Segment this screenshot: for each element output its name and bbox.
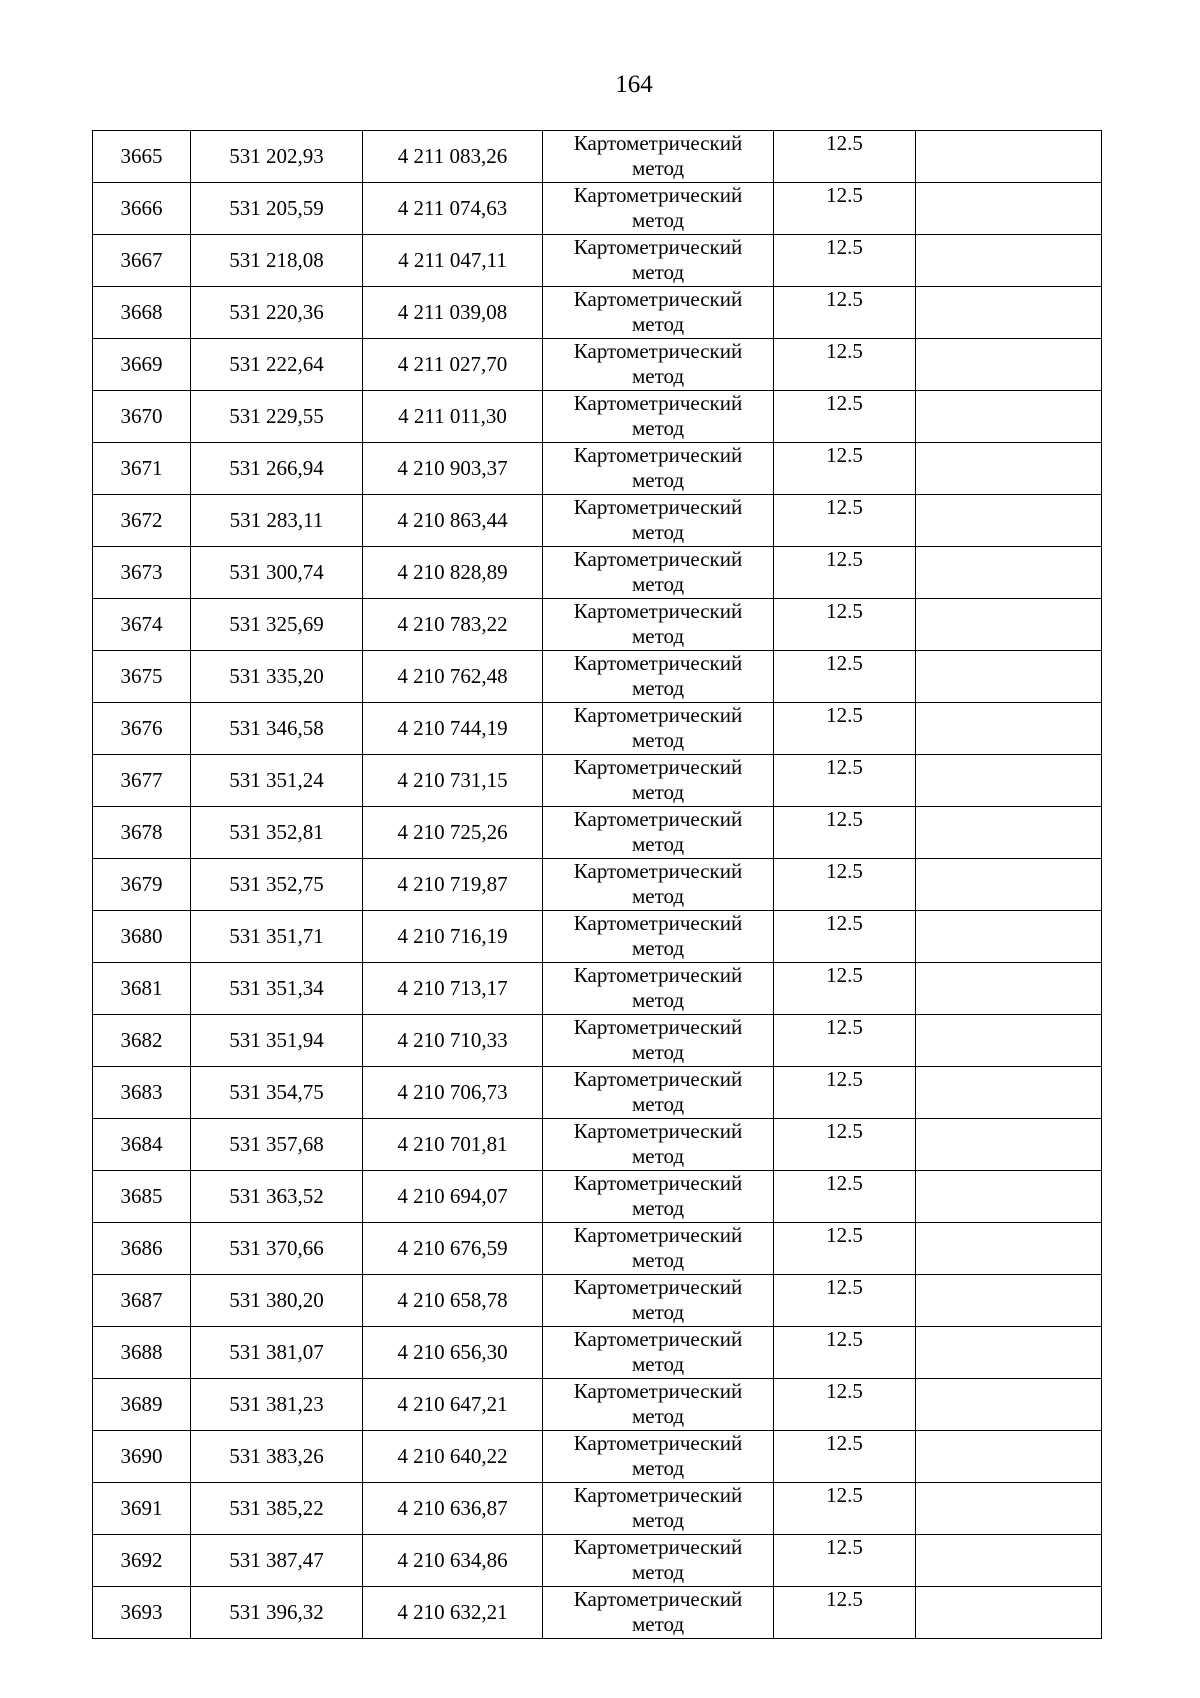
method-line-1: Картометрический bbox=[573, 1119, 743, 1143]
y-coordinate-cell: 4 210 762,48 bbox=[363, 651, 543, 703]
table-row bbox=[93, 599, 1102, 651]
method-line-1: Картометрический bbox=[573, 1535, 743, 1559]
accuracy-cell: 12.5 bbox=[774, 963, 916, 1015]
accuracy-cell: 12.5 bbox=[774, 911, 916, 963]
method-cell bbox=[543, 183, 774, 235]
method-cell bbox=[543, 1587, 774, 1639]
accuracy-cell: 12.5 bbox=[774, 495, 916, 547]
accuracy-cell: 12.5 bbox=[774, 1015, 916, 1067]
empty-cell bbox=[916, 911, 1102, 963]
x-coordinate-cell: 531 352,81 bbox=[191, 807, 363, 859]
point-number-cell: 3684 bbox=[93, 1119, 191, 1171]
method-line-1: Картометрический bbox=[573, 651, 743, 675]
table-row bbox=[93, 495, 1102, 547]
x-coordinate-cell: 531 283,11 bbox=[191, 495, 363, 547]
y-coordinate-cell: 4 210 658,78 bbox=[363, 1275, 543, 1327]
x-coordinate-cell: 531 351,71 bbox=[191, 911, 363, 963]
method-cell bbox=[543, 1275, 774, 1327]
x-coordinate-cell: 531 381,23 bbox=[191, 1379, 363, 1431]
method-line-1: Картометрический bbox=[573, 183, 743, 207]
empty-cell bbox=[916, 391, 1102, 443]
table-row bbox=[93, 1587, 1102, 1639]
method-cell bbox=[543, 1015, 774, 1067]
empty-cell bbox=[916, 131, 1102, 183]
method-line-1: Картометрический bbox=[573, 339, 743, 363]
x-coordinate-cell: 531 370,66 bbox=[191, 1223, 363, 1275]
point-number-cell: 3693 bbox=[93, 1587, 191, 1639]
point-number-cell: 3667 bbox=[93, 235, 191, 287]
method-line-1: Картометрический bbox=[573, 703, 743, 727]
empty-cell bbox=[916, 1483, 1102, 1535]
method-line-1: Картометрический bbox=[573, 963, 743, 987]
point-number-cell: 3673 bbox=[93, 547, 191, 599]
method-line-1: Картометрический bbox=[573, 807, 743, 831]
accuracy-cell: 12.5 bbox=[774, 1587, 916, 1639]
y-coordinate-cell: 4 210 719,87 bbox=[363, 859, 543, 911]
method-cell bbox=[543, 1379, 774, 1431]
x-coordinate-cell: 531 385,22 bbox=[191, 1483, 363, 1535]
method-cell bbox=[543, 495, 774, 547]
accuracy-cell: 12.5 bbox=[774, 287, 916, 339]
accuracy-cell: 12.5 bbox=[774, 1379, 916, 1431]
table-row bbox=[93, 1431, 1102, 1483]
point-number-cell: 3668 bbox=[93, 287, 191, 339]
point-number-cell: 3679 bbox=[93, 859, 191, 911]
y-coordinate-cell: 4 210 701,81 bbox=[363, 1119, 543, 1171]
method-line-1: Картометрический bbox=[573, 1171, 743, 1195]
y-coordinate-cell: 4 211 039,08 bbox=[363, 287, 543, 339]
accuracy-cell: 12.5 bbox=[774, 755, 916, 807]
point-number-cell: 3686 bbox=[93, 1223, 191, 1275]
x-coordinate-cell: 531 380,20 bbox=[191, 1275, 363, 1327]
empty-cell bbox=[916, 547, 1102, 599]
method-line-2: метод bbox=[631, 832, 685, 856]
accuracy-cell: 12.5 bbox=[774, 1275, 916, 1327]
method-line-1: Картометрический bbox=[573, 1275, 743, 1299]
method-line-1: Картометрический bbox=[573, 391, 743, 415]
point-number-cell: 3677 bbox=[93, 755, 191, 807]
x-coordinate-cell: 531 300,74 bbox=[191, 547, 363, 599]
method-line-2: метод bbox=[631, 1248, 685, 1272]
table-row bbox=[93, 651, 1102, 703]
method-line-2: метод bbox=[631, 988, 685, 1012]
x-coordinate-cell: 531 205,59 bbox=[191, 183, 363, 235]
y-coordinate-cell: 4 210 828,89 bbox=[363, 547, 543, 599]
x-coordinate-cell: 531 383,26 bbox=[191, 1431, 363, 1483]
y-coordinate-cell: 4 211 047,11 bbox=[363, 235, 543, 287]
point-number-cell: 3672 bbox=[93, 495, 191, 547]
method-line-2: метод bbox=[631, 624, 685, 648]
empty-cell bbox=[916, 703, 1102, 755]
empty-cell bbox=[916, 495, 1102, 547]
accuracy-cell: 12.5 bbox=[774, 651, 916, 703]
method-line-1: Картометрический bbox=[573, 547, 743, 571]
method-line-2: метод bbox=[631, 156, 685, 180]
x-coordinate-cell: 531 387,47 bbox=[191, 1535, 363, 1587]
empty-cell bbox=[916, 651, 1102, 703]
method-line-2: метод bbox=[631, 676, 685, 700]
method-line-2: метод bbox=[631, 1612, 685, 1636]
point-number-cell: 3681 bbox=[93, 963, 191, 1015]
method-line-1: Картометрический bbox=[573, 755, 743, 779]
method-cell bbox=[543, 1119, 774, 1171]
x-coordinate-cell: 531 396,32 bbox=[191, 1587, 363, 1639]
empty-cell bbox=[916, 235, 1102, 287]
point-number-cell: 3665 bbox=[93, 131, 191, 183]
point-number-cell: 3688 bbox=[93, 1327, 191, 1379]
empty-cell bbox=[916, 1379, 1102, 1431]
table-row bbox=[93, 287, 1102, 339]
empty-cell bbox=[916, 183, 1102, 235]
method-line-1: Картометрический bbox=[573, 1587, 743, 1611]
point-number-cell: 3671 bbox=[93, 443, 191, 495]
y-coordinate-cell: 4 210 634,86 bbox=[363, 1535, 543, 1587]
table-row bbox=[93, 339, 1102, 391]
method-line-2: метод bbox=[631, 312, 685, 336]
accuracy-cell: 12.5 bbox=[774, 859, 916, 911]
x-coordinate-cell: 531 351,94 bbox=[191, 1015, 363, 1067]
table-row bbox=[93, 963, 1102, 1015]
point-number-cell: 3689 bbox=[93, 1379, 191, 1431]
empty-cell bbox=[916, 1275, 1102, 1327]
x-coordinate-cell: 531 351,34 bbox=[191, 963, 363, 1015]
method-line-2: метод bbox=[631, 1300, 685, 1324]
accuracy-cell: 12.5 bbox=[774, 339, 916, 391]
y-coordinate-cell: 4 210 694,07 bbox=[363, 1171, 543, 1223]
method-line-2: метод bbox=[631, 1560, 685, 1584]
method-line-1: Картометрический bbox=[573, 1327, 743, 1351]
coordinates-table bbox=[92, 130, 1102, 1639]
accuracy-cell: 12.5 bbox=[774, 235, 916, 287]
method-line-2: метод bbox=[631, 728, 685, 752]
point-number-cell: 3690 bbox=[93, 1431, 191, 1483]
method-line-2: метод bbox=[631, 884, 685, 908]
empty-cell bbox=[916, 963, 1102, 1015]
x-coordinate-cell: 531 220,36 bbox=[191, 287, 363, 339]
empty-cell bbox=[916, 1587, 1102, 1639]
y-coordinate-cell: 4 210 710,33 bbox=[363, 1015, 543, 1067]
method-line-2: метод bbox=[631, 260, 685, 284]
accuracy-cell: 12.5 bbox=[774, 1223, 916, 1275]
empty-cell bbox=[916, 1067, 1102, 1119]
accuracy-cell: 12.5 bbox=[774, 1483, 916, 1535]
empty-cell bbox=[916, 1171, 1102, 1223]
empty-cell bbox=[916, 339, 1102, 391]
y-coordinate-cell: 4 210 731,15 bbox=[363, 755, 543, 807]
table-row bbox=[93, 1327, 1102, 1379]
accuracy-cell: 12.5 bbox=[774, 1067, 916, 1119]
method-line-2: метод bbox=[631, 572, 685, 596]
method-cell bbox=[543, 287, 774, 339]
empty-cell bbox=[916, 1119, 1102, 1171]
method-cell bbox=[543, 1327, 774, 1379]
method-line-1: Картометрический bbox=[573, 443, 743, 467]
point-number-cell: 3682 bbox=[93, 1015, 191, 1067]
empty-cell bbox=[916, 859, 1102, 911]
y-coordinate-cell: 4 211 027,70 bbox=[363, 339, 543, 391]
x-coordinate-cell: 531 352,75 bbox=[191, 859, 363, 911]
y-coordinate-cell: 4 210 863,44 bbox=[363, 495, 543, 547]
method-line-1: Картометрический bbox=[573, 131, 743, 155]
table-row bbox=[93, 1015, 1102, 1067]
y-coordinate-cell: 4 211 074,63 bbox=[363, 183, 543, 235]
point-number-cell: 3675 bbox=[93, 651, 191, 703]
table-row bbox=[93, 1535, 1102, 1587]
method-line-2: метод bbox=[631, 468, 685, 492]
method-line-2: метод bbox=[631, 1352, 685, 1376]
method-line-2: метод bbox=[631, 1508, 685, 1532]
table-row bbox=[93, 859, 1102, 911]
accuracy-cell: 12.5 bbox=[774, 1327, 916, 1379]
method-cell bbox=[543, 859, 774, 911]
x-coordinate-cell: 531 202,93 bbox=[191, 131, 363, 183]
y-coordinate-cell: 4 210 676,59 bbox=[363, 1223, 543, 1275]
x-coordinate-cell: 531 346,58 bbox=[191, 703, 363, 755]
empty-cell bbox=[916, 807, 1102, 859]
method-cell bbox=[543, 599, 774, 651]
y-coordinate-cell: 4 210 903,37 bbox=[363, 443, 543, 495]
method-line-1: Картометрический bbox=[573, 495, 743, 519]
empty-cell bbox=[916, 1327, 1102, 1379]
y-coordinate-cell: 4 210 640,22 bbox=[363, 1431, 543, 1483]
method-cell bbox=[543, 1535, 774, 1587]
accuracy-cell: 12.5 bbox=[774, 1535, 916, 1587]
x-coordinate-cell: 531 266,94 bbox=[191, 443, 363, 495]
empty-cell bbox=[916, 287, 1102, 339]
method-line-1: Картометрический bbox=[573, 1431, 743, 1455]
method-line-2: метод bbox=[631, 208, 685, 232]
y-coordinate-cell: 4 210 725,26 bbox=[363, 807, 543, 859]
method-cell bbox=[543, 1483, 774, 1535]
y-coordinate-cell: 4 210 656,30 bbox=[363, 1327, 543, 1379]
method-cell bbox=[543, 235, 774, 287]
point-number-cell: 3687 bbox=[93, 1275, 191, 1327]
y-coordinate-cell: 4 210 744,19 bbox=[363, 703, 543, 755]
method-cell bbox=[543, 547, 774, 599]
method-line-1: Картометрический bbox=[573, 859, 743, 883]
y-coordinate-cell: 4 210 716,19 bbox=[363, 911, 543, 963]
table-row bbox=[93, 443, 1102, 495]
method-line-2: метод bbox=[631, 1092, 685, 1116]
method-line-2: метод bbox=[631, 416, 685, 440]
point-number-cell: 3676 bbox=[93, 703, 191, 755]
method-cell bbox=[543, 651, 774, 703]
point-number-cell: 3666 bbox=[93, 183, 191, 235]
method-line-2: метод bbox=[631, 1404, 685, 1428]
method-cell bbox=[543, 1067, 774, 1119]
method-cell bbox=[543, 703, 774, 755]
method-cell bbox=[543, 339, 774, 391]
table-row bbox=[93, 1379, 1102, 1431]
accuracy-cell: 12.5 bbox=[774, 703, 916, 755]
empty-cell bbox=[916, 1535, 1102, 1587]
coordinates-table-body bbox=[93, 131, 1102, 1639]
point-number-cell: 3692 bbox=[93, 1535, 191, 1587]
accuracy-cell: 12.5 bbox=[774, 1171, 916, 1223]
method-cell bbox=[543, 1223, 774, 1275]
method-line-1: Картометрический bbox=[573, 235, 743, 259]
x-coordinate-cell: 531 335,20 bbox=[191, 651, 363, 703]
y-coordinate-cell: 4 210 647,21 bbox=[363, 1379, 543, 1431]
method-cell bbox=[543, 131, 774, 183]
accuracy-cell: 12.5 bbox=[774, 599, 916, 651]
point-number-cell: 3683 bbox=[93, 1067, 191, 1119]
x-coordinate-cell: 531 229,55 bbox=[191, 391, 363, 443]
empty-cell bbox=[916, 443, 1102, 495]
table-row bbox=[93, 1171, 1102, 1223]
x-coordinate-cell: 531 354,75 bbox=[191, 1067, 363, 1119]
method-line-1: Картометрический bbox=[573, 1223, 743, 1247]
table-row bbox=[93, 1119, 1102, 1171]
point-number-cell: 3669 bbox=[93, 339, 191, 391]
table-row bbox=[93, 755, 1102, 807]
method-line-1: Картометрический bbox=[573, 287, 743, 311]
accuracy-cell: 12.5 bbox=[774, 1431, 916, 1483]
method-line-2: метод bbox=[631, 520, 685, 544]
point-number-cell: 3680 bbox=[93, 911, 191, 963]
x-coordinate-cell: 531 222,64 bbox=[191, 339, 363, 391]
method-cell bbox=[543, 911, 774, 963]
empty-cell bbox=[916, 599, 1102, 651]
table-row bbox=[93, 547, 1102, 599]
table-row bbox=[93, 1275, 1102, 1327]
accuracy-cell: 12.5 bbox=[774, 443, 916, 495]
accuracy-cell: 12.5 bbox=[774, 391, 916, 443]
table-row bbox=[93, 131, 1102, 183]
y-coordinate-cell: 4 210 636,87 bbox=[363, 1483, 543, 1535]
page-number: 164 bbox=[615, 71, 653, 98]
accuracy-cell: 12.5 bbox=[774, 1119, 916, 1171]
method-line-2: метод bbox=[631, 1196, 685, 1220]
y-coordinate-cell: 4 211 083,26 bbox=[363, 131, 543, 183]
table-row bbox=[93, 235, 1102, 287]
method-line-1: Картометрический bbox=[573, 1379, 743, 1403]
method-cell bbox=[543, 1171, 774, 1223]
method-cell bbox=[543, 1431, 774, 1483]
method-cell bbox=[543, 443, 774, 495]
x-coordinate-cell: 531 218,08 bbox=[191, 235, 363, 287]
method-line-2: метод bbox=[631, 364, 685, 388]
method-line-2: метод bbox=[631, 936, 685, 960]
point-number-cell: 3685 bbox=[93, 1171, 191, 1223]
accuracy-cell: 12.5 bbox=[774, 131, 916, 183]
method-line-1: Картометрический bbox=[573, 911, 743, 935]
table-row bbox=[93, 1223, 1102, 1275]
point-number-cell: 3678 bbox=[93, 807, 191, 859]
empty-cell bbox=[916, 755, 1102, 807]
x-coordinate-cell: 531 351,24 bbox=[191, 755, 363, 807]
x-coordinate-cell: 531 363,52 bbox=[191, 1171, 363, 1223]
x-coordinate-cell: 531 357,68 bbox=[191, 1119, 363, 1171]
y-coordinate-cell: 4 210 713,17 bbox=[363, 963, 543, 1015]
method-line-2: метод bbox=[631, 780, 685, 804]
accuracy-cell: 12.5 bbox=[774, 547, 916, 599]
method-line-1: Картометрический bbox=[573, 1067, 743, 1091]
empty-cell bbox=[916, 1431, 1102, 1483]
method-line-1: Картометрический bbox=[573, 599, 743, 623]
accuracy-cell: 12.5 bbox=[774, 183, 916, 235]
y-coordinate-cell: 4 210 783,22 bbox=[363, 599, 543, 651]
table-row bbox=[93, 703, 1102, 755]
method-cell bbox=[543, 963, 774, 1015]
table-row bbox=[93, 1067, 1102, 1119]
x-coordinate-cell: 531 381,07 bbox=[191, 1327, 363, 1379]
point-number-cell: 3674 bbox=[93, 599, 191, 651]
method-line-1: Картометрический bbox=[573, 1483, 743, 1507]
y-coordinate-cell: 4 210 706,73 bbox=[363, 1067, 543, 1119]
empty-cell bbox=[916, 1223, 1102, 1275]
table-row bbox=[93, 807, 1102, 859]
table-row bbox=[93, 391, 1102, 443]
method-cell bbox=[543, 755, 774, 807]
table-row bbox=[93, 911, 1102, 963]
point-number-cell: 3670 bbox=[93, 391, 191, 443]
method-line-1: Картометрический bbox=[573, 1015, 743, 1039]
table-row bbox=[93, 1483, 1102, 1535]
method-cell bbox=[543, 391, 774, 443]
y-coordinate-cell: 4 210 632,21 bbox=[363, 1587, 543, 1639]
method-line-2: метод bbox=[631, 1040, 685, 1064]
method-cell bbox=[543, 807, 774, 859]
y-coordinate-cell: 4 211 011,30 bbox=[363, 391, 543, 443]
empty-cell bbox=[916, 1015, 1102, 1067]
point-number-cell: 3691 bbox=[93, 1483, 191, 1535]
method-line-2: метод bbox=[631, 1144, 685, 1168]
table-row bbox=[93, 183, 1102, 235]
accuracy-cell: 12.5 bbox=[774, 807, 916, 859]
x-coordinate-cell: 531 325,69 bbox=[191, 599, 363, 651]
method-line-2: метод bbox=[631, 1456, 685, 1480]
